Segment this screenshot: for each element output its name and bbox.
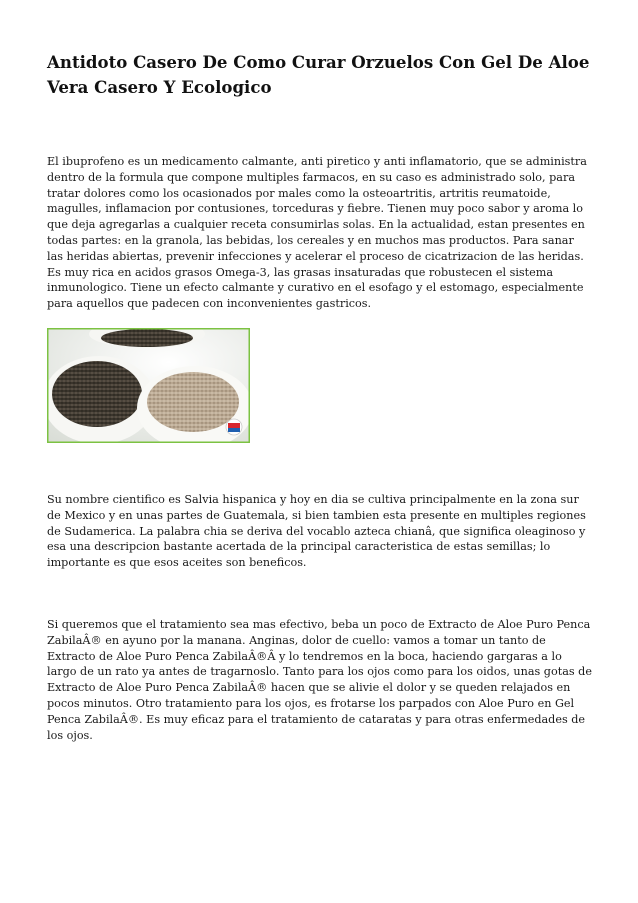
paragraph-2: Su nombre cientifico es Salvia hispanica y hoy en dia se cultiva principalmente en la zona sur de Mexico y en unas partes de Guatemala, si bien tambien esta presente en multiples regiones de Sudamerica. La palabra chia se deriva del vocablo azteca chianâ, que significa oleaginoso y esa una descripcion bastante acertada de la principal caracteristica de estas semillas; lo importante es que esos aceites son beneficos.: [47, 493, 586, 570]
paragraph-1: El ibuprofeno es un medicamento calmante, anti piretico y anti inflamatorio, que se administra dentro de la formula que compone multiples farmacos, en su caso es administrado solo, para tratar dolores como los ocasionados por males como la osteoartritis, artritis reumatoide, magulles, inflamacion por contusiones, torceduras y fiebre. Tienen muy poco sabor y aroma lo que deja agregarlas a cualquier receta consumirlas solas. En la actualidad, estan presentes en todas partes: en la granola, las bebidas, los cereales y en muchos mas productos. Para sanar las heridas abiertas, prevenir infecciones y acelerar el proceso de cicatrizacion de las heridas. Es muy rica en acidos grasos Omega-3, las grasas insaturadas que robustecen el sistema inmunologico. Tiene un efecto calmante y curativo en el esofago y el estomago, especialmente para aquellos que padecen con inconvenientes gastricos.: [47, 155, 587, 311]
document-title: Antidoto Casero De Como Curar Orzuelos Con Gel De Aloe Vera Casero Y Ecologico: [47, 52, 590, 97]
chia-seeds-image: [47, 328, 250, 443]
paragraph-3: Si queremos que el tratamiento sea mas efectivo, beba un poco de Extracto de Aloe Puro Penca ZabilaÂ® en ayuno por la manana. Anginas, dolor de cuello: vamos a tomar un tanto de Extracto de Aloe Puro Penca ZabilaÂ®Â y lo tendremos en la boca, haciendo gargaras a lo largo de un rato ya antes de tragarnoslo. Tanto para los ojos como para los oidos, unas gotas de Extracto de Aloe Puro Penca ZabilaÂ® hacen que se alivie el dolor y se queden relajados en pocos minutos. Otro tratamiento para los ojos, es frotarse los parpados con Aloe Puro en Gel Penca ZabilaÂ®. Es muy eficaz para el tratamiento de cataratas y para otras enfermedades de los ojos.: [47, 618, 592, 742]
